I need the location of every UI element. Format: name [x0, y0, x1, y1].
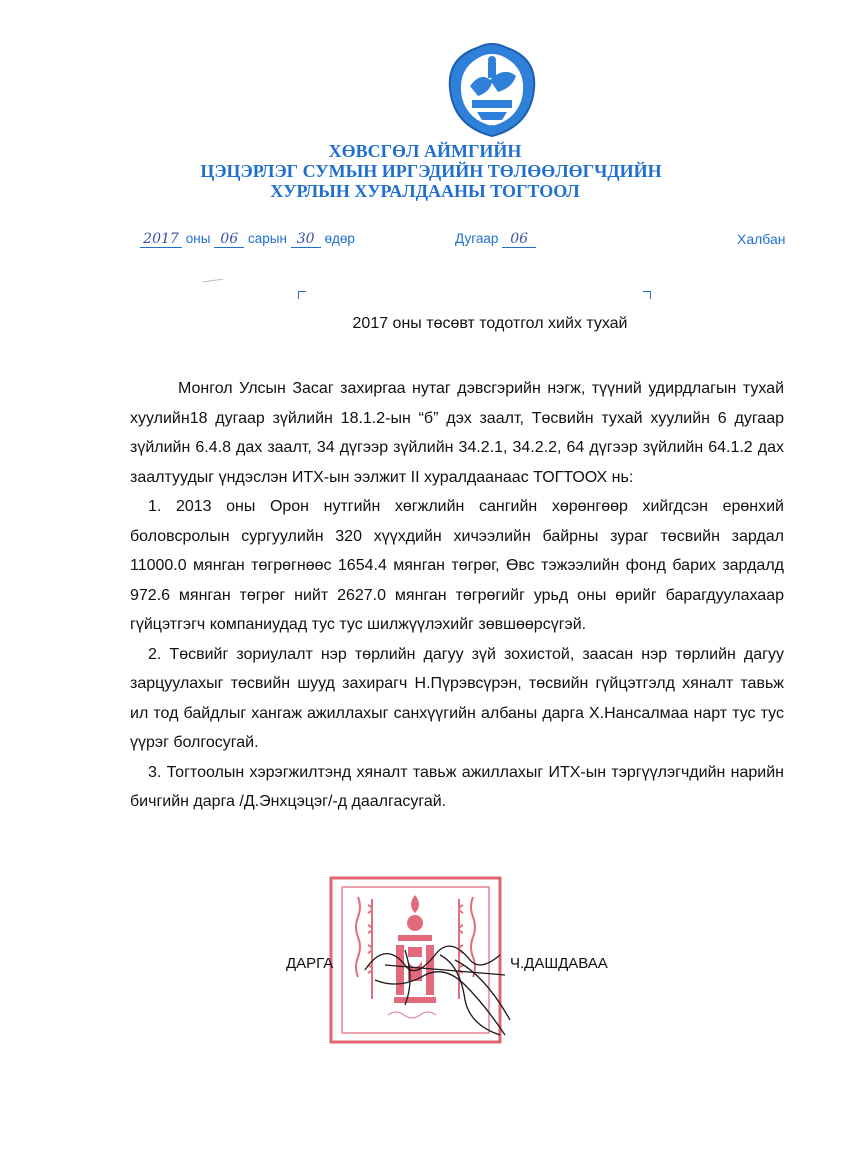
- date-year-suffix: оны: [185, 231, 211, 246]
- handwritten-signature: [345, 920, 545, 1040]
- intro-paragraph: Монгол Улсын Засаг захиргаа нутаг дэвсгэрийн нэгж, түүний удирдлагын тухай хуулийн18 дугаар зүйлийн 18.1.2-ын “б” дэх заалт, Төсвийн тухай хуулийн 6 дугаар зүйлийн 6.4.8 дах заалт, 34 дүгээр зүйлийн 34.2.1, 34.2.2, 64 дүгээр зүйлийн 64.1.2 дах заалтуудыг үндэслэн ИТХ-ын ээлжит II хуралдаанаас ТОГТООХ нь:: [130, 380, 784, 486]
- list-item-number: 3.: [148, 763, 162, 781]
- subject-bracket-left: [298, 291, 306, 299]
- date-day-suffix: өдөр: [324, 231, 355, 246]
- list-item-number: 2.: [148, 645, 162, 663]
- date-line: [140, 231, 355, 248]
- list-item: [130, 492, 784, 640]
- number-line: [455, 231, 536, 248]
- date-month: 06: [214, 232, 244, 248]
- number-value: 06: [502, 232, 536, 248]
- date-year: 2017: [140, 232, 182, 248]
- header-line-1: ХӨВСГӨЛ АЙМГИЙН: [328, 141, 522, 161]
- list-item-text: 2013 оны Орон нутгийн хөгжлийн сангийн хөрөнгөөр хийгдсэн ерөнхий боловсролын сургуулийн 320 хүүхдийн хичээлийн байрны зураг төсвийн зардал 11000.0 мянган төгрөгнөөс 1654.4 мянган төгрөг, Өвс тэжээлийн фонд барих зардалд 972.6 мянган төгрөг нийт 2627.0 мянган төгрөгийг урьд оны өрийг барагдуулахаар гүйцэтгэгч компаниудад тус тус шилжүүлэхийг зөвшөөрсүгэй.: [130, 498, 784, 633]
- signatory-name: Ч.ДАШДАВАА: [510, 955, 608, 972]
- resolution-body: [130, 374, 784, 817]
- header-line-3: ХУРЛЫН ХУРАЛДААНЫ ТОГТООЛ: [270, 181, 580, 201]
- list-item: [130, 758, 784, 817]
- header-line-2: ЦЭЦЭРЛЭГ СУМЫН ИРГЭДИЙН ТӨЛӨӨЛӨГЧДИЙН: [200, 161, 662, 181]
- list-item-text: Тогтоолын хэрэгжилтэнд хяналт тавьж ажиллахыг ИТХ-ын тэргүүлэгчдийн нарийн бичгийн дарга /Д.Энхцэцэг/-д даалгасугай.: [130, 763, 784, 810]
- subject-title: 2017 оны төсөвт тодотгол хийх тухай: [352, 315, 628, 332]
- signatory-title: ДАРГА: [286, 955, 334, 972]
- subject-bracket-right: [643, 291, 651, 299]
- number-label: Дугаар: [455, 231, 499, 246]
- state-emblem-icon: [432, 40, 552, 140]
- stray-mark: [203, 279, 223, 285]
- list-item-number: 1.: [148, 498, 162, 515]
- date-day: 30: [291, 232, 321, 248]
- list-item: [130, 640, 784, 758]
- list-item-text: Төсвийг зориулалт нэр төрлийн дагуу зүй зохистой, заасан нэр төрлийн дагуу зарцуулахыг төсвийн шууд захирагч Н.Пүрэвсүрэн, төсвийн гүйцэтгэлд хяналт тавьж ил тод байдлыг хангаж ажиллахыг санхүүгийн албаны дарга Х.Нансалмаа нарт тус тус үүрэг болгосугай.: [130, 645, 785, 751]
- date-month-suffix: сарын: [247, 231, 287, 246]
- place-name: Халбан: [737, 231, 786, 247]
